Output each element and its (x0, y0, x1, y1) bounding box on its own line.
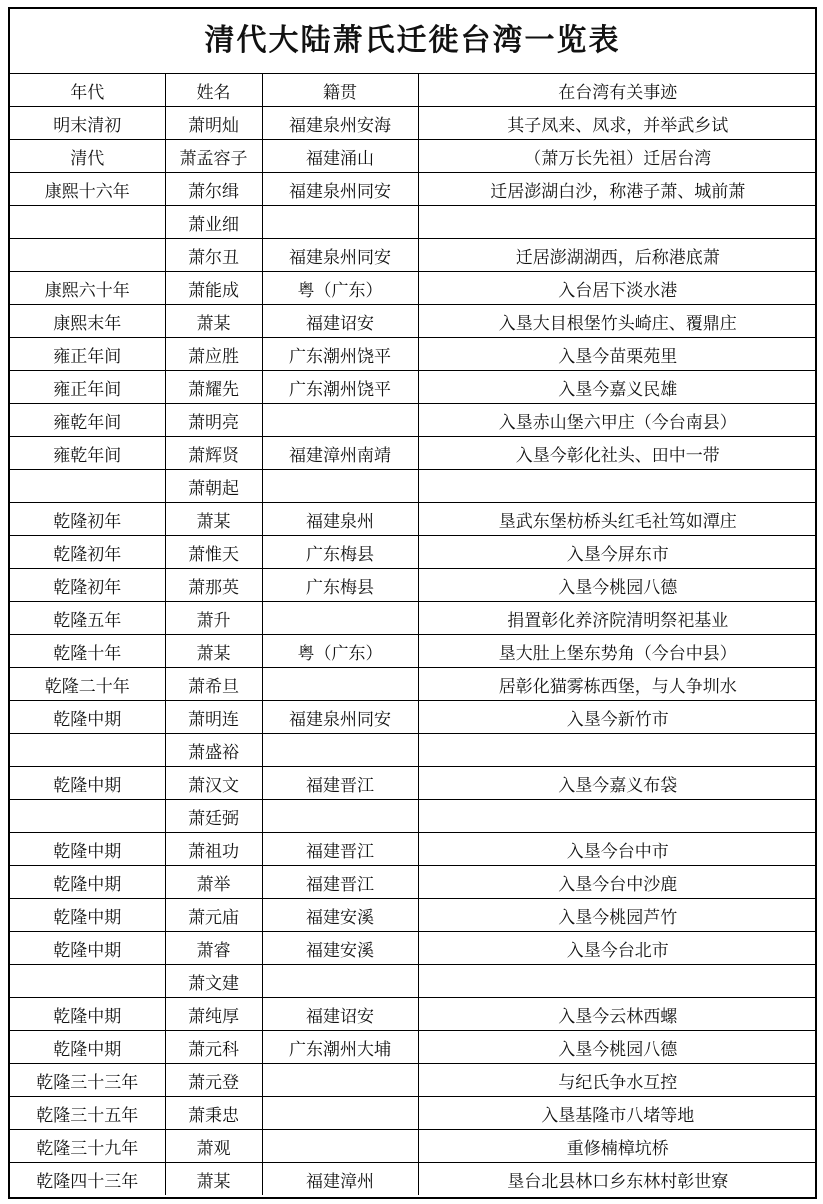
cell-name: 萧孟容子 (165, 140, 262, 173)
table-row (10, 1097, 817, 1130)
cell-deeds: 入垦今嘉义布袋 (418, 767, 817, 800)
cell-origin: 广东潮州饶平 (262, 371, 418, 404)
cell-origin: 福建安溪 (262, 899, 418, 932)
table-row (10, 371, 817, 404)
cell-name: 萧廷弼 (165, 800, 262, 833)
cell-deeds: （萧万长先祖）迁居台湾 (418, 140, 817, 173)
cell-deeds: 迁居澎湖白沙，称港子萧、城前萧 (418, 173, 817, 206)
cell-deeds: 重修楠樟坑桥 (418, 1130, 817, 1163)
table-row (10, 767, 817, 800)
cell-deeds (418, 800, 817, 833)
cell-era (10, 239, 165, 272)
document-page (8, 7, 817, 1199)
table-row (10, 800, 817, 833)
cell-era: 乾隆中期 (10, 932, 165, 965)
cell-deeds: 与纪氏争水互控 (418, 1064, 817, 1097)
cell-name: 萧希旦 (165, 668, 262, 701)
cell-name: 萧明灿 (165, 107, 262, 140)
cell-era: 乾隆三十三年 (10, 1064, 165, 1097)
table-row (10, 437, 817, 470)
cell-deeds: 入垦今云林西螺 (418, 998, 817, 1031)
header-name: 姓名 (165, 74, 262, 107)
table-row (10, 173, 817, 206)
table-row (10, 1163, 817, 1196)
cell-era: 雍乾年间 (10, 404, 165, 437)
cell-era: 乾隆中期 (10, 767, 165, 800)
cell-name: 萧业细 (165, 206, 262, 239)
cell-name: 萧观 (165, 1130, 262, 1163)
cell-origin (262, 470, 418, 503)
cell-deeds: 入垦今桃园芦竹 (418, 899, 817, 932)
cell-era: 乾隆三十九年 (10, 1130, 165, 1163)
cell-origin: 粤（广东） (262, 272, 418, 305)
cell-deeds: 迁居澎湖湖西，后称港底萧 (418, 239, 817, 272)
cell-name: 萧元科 (165, 1031, 262, 1064)
table-title: 清代大陆萧氏迁徙台湾一览表 (10, 9, 815, 74)
cell-name: 萧祖功 (165, 833, 262, 866)
cell-name: 萧那英 (165, 569, 262, 602)
cell-era (10, 800, 165, 833)
table-row (10, 404, 817, 437)
cell-name: 萧明连 (165, 701, 262, 734)
cell-origin: 福建泉州同安 (262, 173, 418, 206)
cell-deeds: 垦大肚上堡东势角（今台中县） (418, 635, 817, 668)
cell-era: 乾隆中期 (10, 833, 165, 866)
table-row (10, 1130, 817, 1163)
table-row (10, 701, 817, 734)
migration-table (10, 74, 817, 1195)
cell-name: 萧文建 (165, 965, 262, 998)
cell-deeds: 入垦基隆市八堵等地 (418, 1097, 817, 1130)
cell-origin (262, 404, 418, 437)
table-row (10, 206, 817, 239)
cell-name: 萧能成 (165, 272, 262, 305)
table-row (10, 239, 817, 272)
cell-era: 康熙六十年 (10, 272, 165, 305)
cell-era: 乾隆中期 (10, 701, 165, 734)
cell-name: 萧惟天 (165, 536, 262, 569)
cell-era: 乾隆中期 (10, 998, 165, 1031)
header-era: 年代 (10, 74, 165, 107)
cell-name: 萧睿 (165, 932, 262, 965)
cell-origin: 福建晋江 (262, 833, 418, 866)
table-row (10, 965, 817, 998)
table-row (10, 503, 817, 536)
cell-era: 乾隆十年 (10, 635, 165, 668)
cell-deeds: 入垦今桃园八德 (418, 569, 817, 602)
table-row (10, 866, 817, 899)
cell-name: 萧升 (165, 602, 262, 635)
cell-era: 乾隆初年 (10, 536, 165, 569)
table-row (10, 140, 817, 173)
table-row (10, 305, 817, 338)
table-row (10, 602, 817, 635)
cell-deeds (418, 734, 817, 767)
table-row (10, 272, 817, 305)
table-row (10, 899, 817, 932)
cell-origin: 广东潮州大埔 (262, 1031, 418, 1064)
cell-deeds: 垦台北县林口乡东林村彰世寮 (418, 1163, 817, 1196)
cell-name: 萧应胜 (165, 338, 262, 371)
table-row (10, 734, 817, 767)
cell-deeds: 入垦今屏东市 (418, 536, 817, 569)
cell-era (10, 470, 165, 503)
cell-origin (262, 668, 418, 701)
cell-name: 萧纯厚 (165, 998, 262, 1031)
cell-era: 雍正年间 (10, 371, 165, 404)
header-deeds: 在台湾有关事迹 (418, 74, 817, 107)
cell-era: 乾隆初年 (10, 503, 165, 536)
cell-era: 明末清初 (10, 107, 165, 140)
cell-origin (262, 734, 418, 767)
cell-era: 乾隆中期 (10, 1031, 165, 1064)
table-row (10, 569, 817, 602)
cell-name: 萧尔缉 (165, 173, 262, 206)
cell-name: 萧明亮 (165, 404, 262, 437)
cell-deeds: 入垦今桃园八德 (418, 1031, 817, 1064)
cell-origin: 广东梅县 (262, 536, 418, 569)
cell-name: 萧某 (165, 503, 262, 536)
cell-deeds: 捐置彰化养济院清明祭祀基业 (418, 602, 817, 635)
cell-era: 雍正年间 (10, 338, 165, 371)
cell-deeds: 入台居下淡水港 (418, 272, 817, 305)
cell-era: 乾隆五年 (10, 602, 165, 635)
cell-name: 萧某 (165, 305, 262, 338)
table-row (10, 932, 817, 965)
table-row (10, 107, 817, 140)
header-origin: 籍贯 (262, 74, 418, 107)
cell-name: 萧元庙 (165, 899, 262, 932)
cell-origin: 广东潮州饶平 (262, 338, 418, 371)
cell-era (10, 965, 165, 998)
cell-era: 乾隆中期 (10, 866, 165, 899)
cell-origin (262, 965, 418, 998)
cell-origin: 粤（广东） (262, 635, 418, 668)
cell-era: 乾隆三十五年 (10, 1097, 165, 1130)
cell-deeds: 入垦今台北市 (418, 932, 817, 965)
table-row (10, 338, 817, 371)
cell-deeds (418, 965, 817, 998)
table-row (10, 1064, 817, 1097)
cell-origin: 福建漳州 (262, 1163, 418, 1196)
cell-origin: 福建晋江 (262, 866, 418, 899)
cell-deeds: 其子凤来、凤求，并举武乡试 (418, 107, 817, 140)
cell-origin: 福建诏安 (262, 305, 418, 338)
cell-deeds (418, 206, 817, 239)
cell-deeds: 入垦今苗栗苑里 (418, 338, 817, 371)
cell-name: 萧尔丑 (165, 239, 262, 272)
cell-deeds: 入垦今台中沙鹿 (418, 866, 817, 899)
cell-origin: 福建泉州安海 (262, 107, 418, 140)
cell-name: 萧耀先 (165, 371, 262, 404)
table-row (10, 668, 817, 701)
cell-origin: 福建诏安 (262, 998, 418, 1031)
cell-name: 萧汉文 (165, 767, 262, 800)
cell-era: 乾隆四十三年 (10, 1163, 165, 1196)
cell-era: 雍乾年间 (10, 437, 165, 470)
cell-era (10, 734, 165, 767)
table-row (10, 536, 817, 569)
cell-origin: 广东梅县 (262, 569, 418, 602)
cell-deeds: 居彰化猫雾栋西堡，与人争圳水 (418, 668, 817, 701)
cell-deeds (418, 470, 817, 503)
cell-era: 康熙十六年 (10, 173, 165, 206)
cell-era: 乾隆二十年 (10, 668, 165, 701)
cell-name: 萧元登 (165, 1064, 262, 1097)
table-row (10, 833, 817, 866)
cell-deeds: 入垦今嘉义民雄 (418, 371, 817, 404)
table-row (10, 635, 817, 668)
cell-name: 萧举 (165, 866, 262, 899)
cell-era: 康熙末年 (10, 305, 165, 338)
cell-origin: 福建安溪 (262, 932, 418, 965)
cell-era: 乾隆中期 (10, 899, 165, 932)
cell-name: 萧某 (165, 1163, 262, 1196)
cell-era (10, 206, 165, 239)
table-row (10, 470, 817, 503)
table-row (10, 998, 817, 1031)
cell-origin (262, 800, 418, 833)
cell-name: 萧盛裕 (165, 734, 262, 767)
cell-origin: 福建晋江 (262, 767, 418, 800)
cell-origin: 福建泉州同安 (262, 239, 418, 272)
header-row (10, 74, 817, 107)
cell-origin (262, 1064, 418, 1097)
cell-deeds: 入垦大目根堡竹头崎庄、覆鼎庄 (418, 305, 817, 338)
cell-origin (262, 1097, 418, 1130)
cell-origin (262, 602, 418, 635)
cell-name: 萧辉贤 (165, 437, 262, 470)
cell-origin: 福建涌山 (262, 140, 418, 173)
cell-era: 乾隆初年 (10, 569, 165, 602)
cell-era: 清代 (10, 140, 165, 173)
cell-name: 萧某 (165, 635, 262, 668)
cell-name: 萧秉忠 (165, 1097, 262, 1130)
cell-deeds: 垦武东堡枋桥头红毛社笃如潭庄 (418, 503, 817, 536)
cell-deeds: 入垦今台中市 (418, 833, 817, 866)
cell-deeds: 入垦今新竹市 (418, 701, 817, 734)
cell-origin: 福建泉州同安 (262, 701, 418, 734)
cell-origin (262, 1130, 418, 1163)
table-row (10, 1031, 817, 1064)
cell-origin: 福建泉州 (262, 503, 418, 536)
cell-deeds: 入垦今彰化社头、田中一带 (418, 437, 817, 470)
cell-origin (262, 206, 418, 239)
cell-name: 萧朝起 (165, 470, 262, 503)
cell-origin: 福建漳州南靖 (262, 437, 418, 470)
cell-deeds: 入垦赤山堡六甲庄（今台南县） (418, 404, 817, 437)
